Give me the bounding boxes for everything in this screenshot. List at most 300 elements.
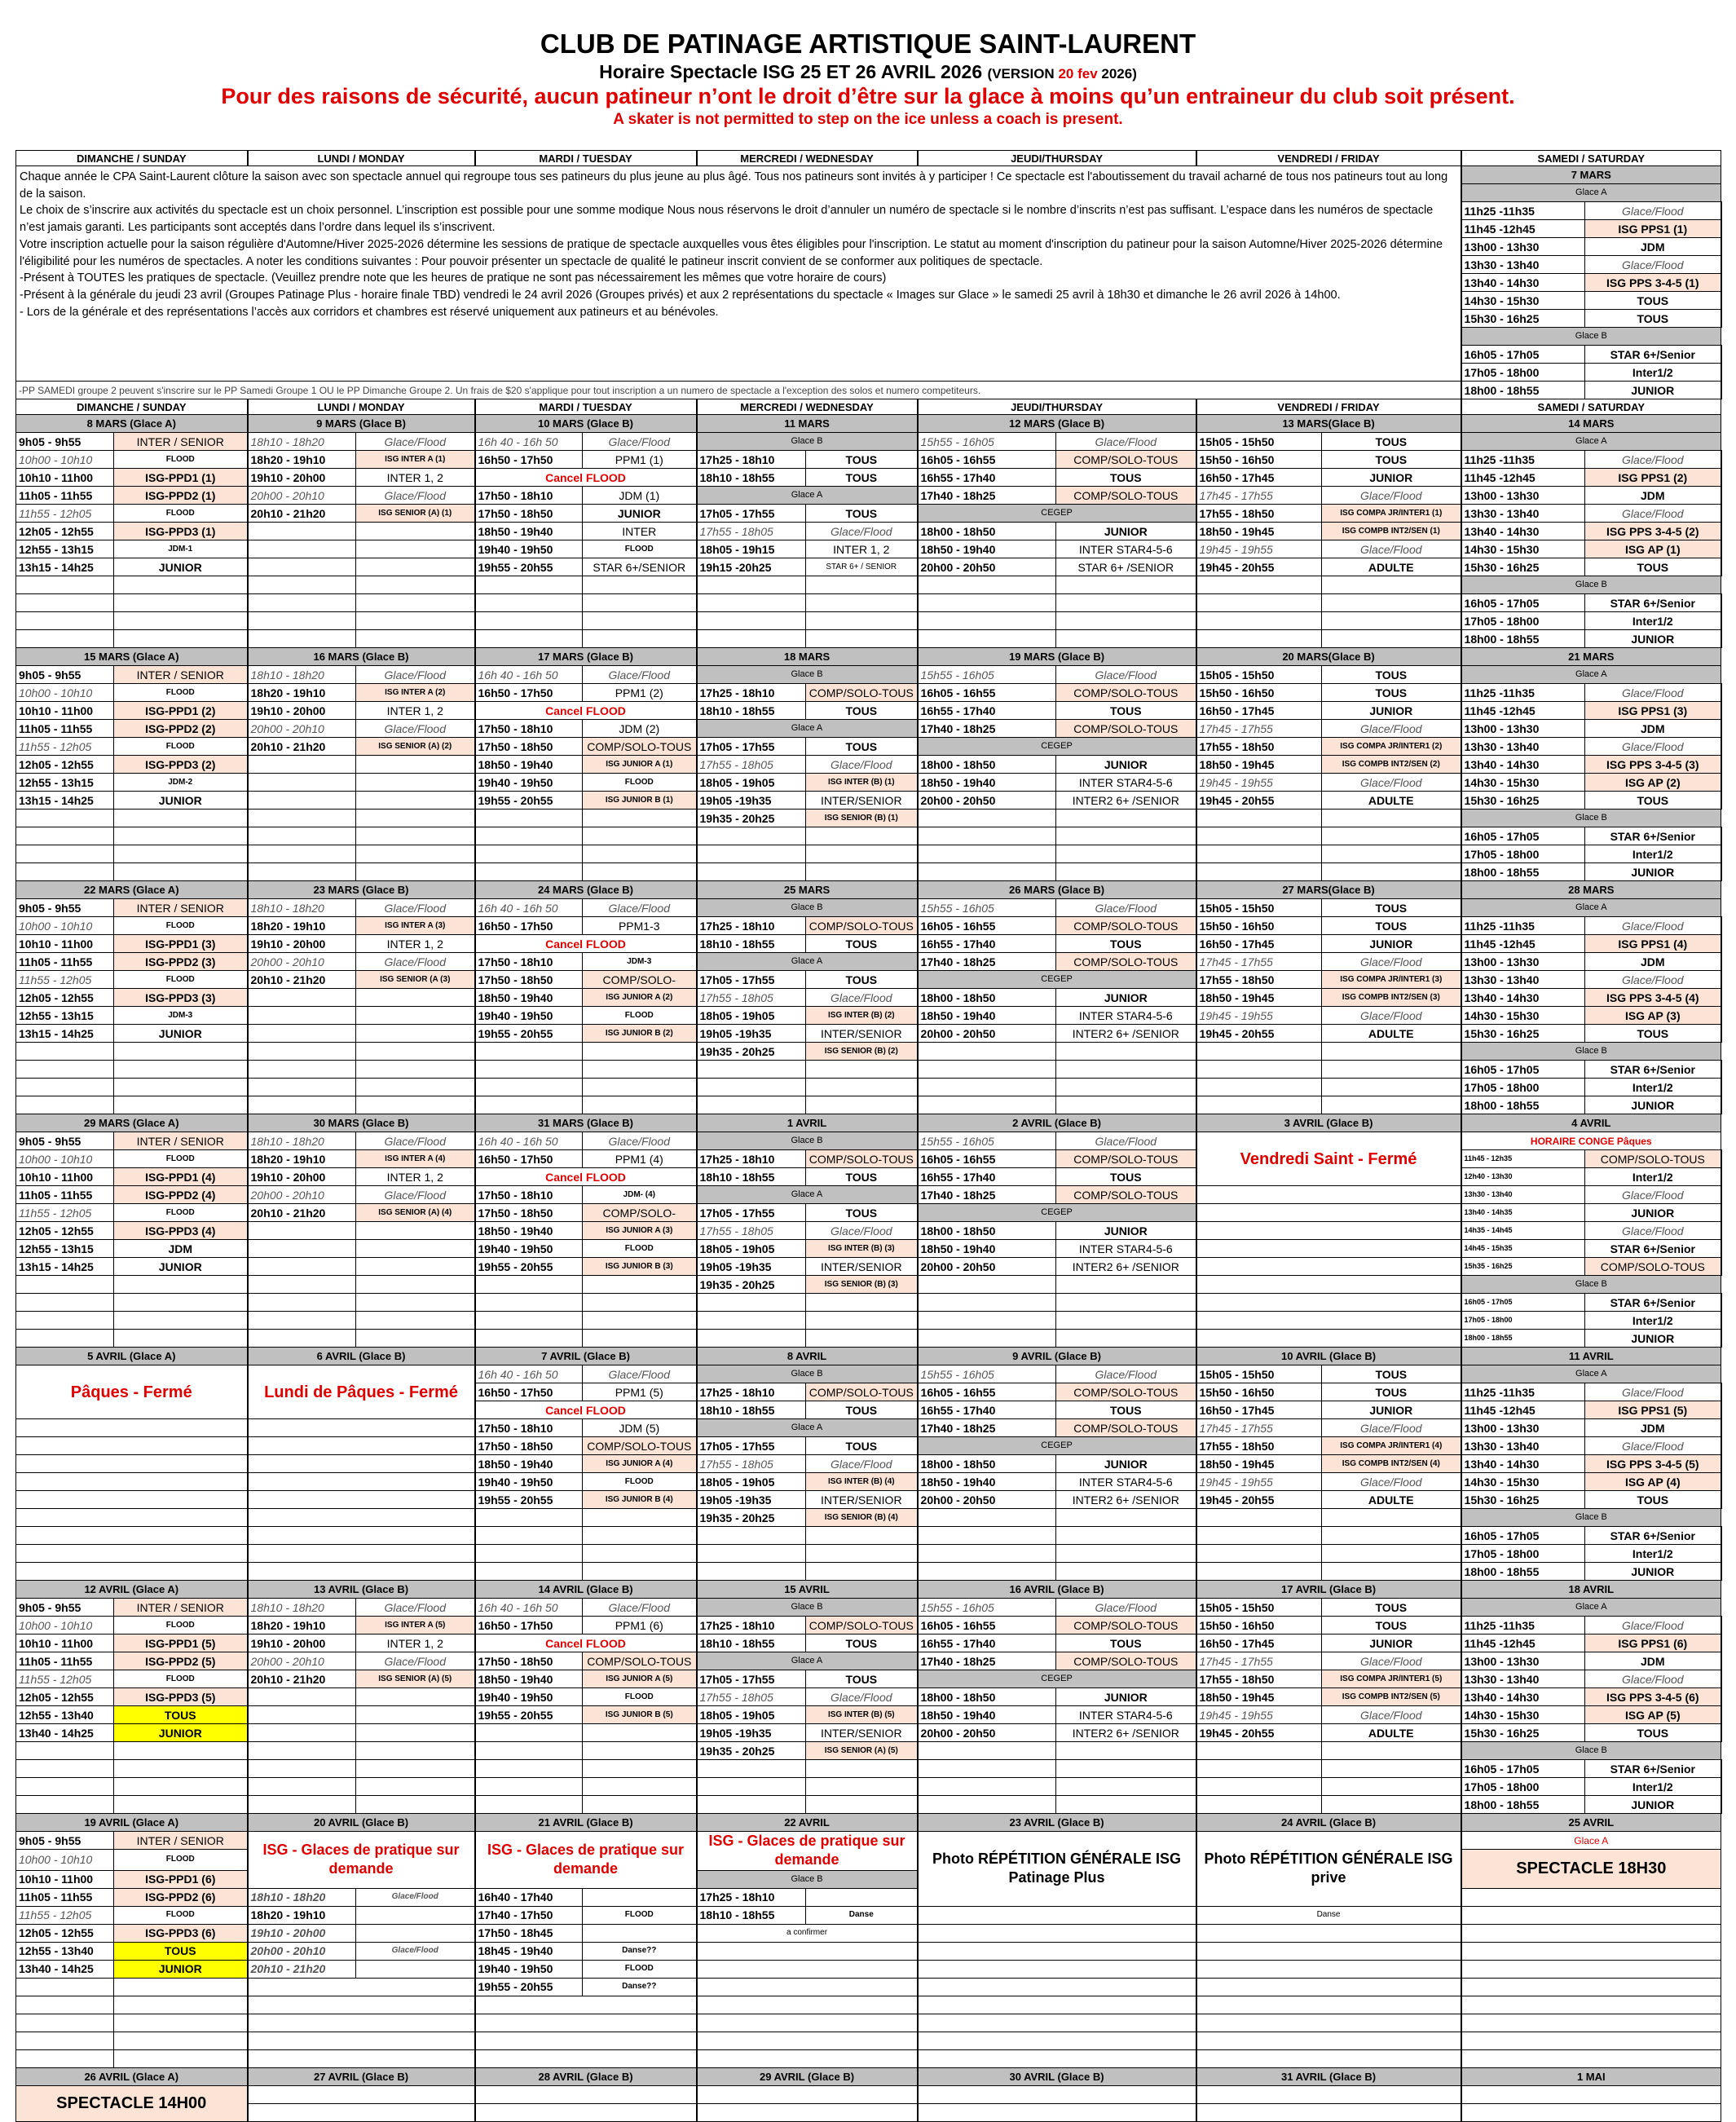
empty xyxy=(475,1079,583,1096)
activity: Glace/Flood xyxy=(806,523,918,540)
activity: ISG JUNIOR B (3) xyxy=(583,1258,697,1276)
glace-label: CEGEP xyxy=(918,1204,1196,1222)
activity: ISG PPS1 (5) xyxy=(1585,1401,1721,1419)
time-slot: 17h05 - 18h00 xyxy=(1461,1778,1585,1796)
activity: TOUS xyxy=(806,451,918,469)
activity: TOUS xyxy=(806,1670,918,1688)
time-slot: 16h50 - 17h45 xyxy=(1196,702,1322,720)
time-slot: 9h05 - 9h55 xyxy=(16,433,114,451)
empty xyxy=(114,2014,248,2032)
activity: JUNIOR xyxy=(114,1025,248,1043)
time-slot: 18h00 - 18h55 xyxy=(1461,630,1585,648)
date-header: 28 AVRIL (Glace B) xyxy=(475,2067,697,2085)
activity: TOUS xyxy=(1056,1635,1196,1652)
activity: Glace/Flood xyxy=(1322,953,1461,971)
empty xyxy=(1322,1742,1461,1760)
time-slot: 18h05 - 19h05 xyxy=(697,1706,806,1724)
empty xyxy=(114,612,248,630)
empty xyxy=(1056,1760,1196,1778)
empty xyxy=(697,1079,806,1096)
time-slot: 11h45 -12h45 xyxy=(1461,1635,1585,1652)
activity: INTER2 6+ /SENIOR xyxy=(1056,792,1196,810)
empty xyxy=(356,523,475,540)
date-header: 24 MARS (Glace B) xyxy=(475,881,697,899)
time-slot: 18h00 - 18h55 xyxy=(1461,1330,1585,1348)
empty xyxy=(114,1996,248,2014)
intro-paragraph: -Présent à TOUTES les pratiques de spectacle. (Veuillez prendre note que les heures de pratique ne sont pas nécessairement les mêmes que votre horaire de cours) xyxy=(20,271,887,285)
empty xyxy=(1461,2014,1721,2032)
empty xyxy=(475,1545,583,1563)
empty xyxy=(1056,1276,1196,1294)
time-slot: 12h40 - 13h30 xyxy=(1461,1168,1585,1186)
empty xyxy=(475,863,583,881)
activity: TOUS xyxy=(1585,292,1721,310)
empty xyxy=(475,1312,583,1330)
time-slot: 16h 40 - 16h 50 xyxy=(475,666,583,684)
time-slot: 12h05 - 12h55 xyxy=(16,989,114,1007)
week-date-row xyxy=(16,1814,1721,1832)
time-slot: 19h35 - 20h25 xyxy=(697,1509,806,1527)
glace-label: Glace A xyxy=(1461,666,1721,684)
date-header: 22 MARS (Glace A) xyxy=(16,881,248,899)
empty xyxy=(583,594,697,612)
time-slot: 14h30 - 15h30 xyxy=(1461,292,1585,310)
activity: INTER STAR4-5-6 xyxy=(1056,1007,1196,1025)
glace-label: Glace B xyxy=(697,1599,918,1617)
activity: JDM xyxy=(114,1240,248,1258)
date-header: 7 AVRIL (Glace B) xyxy=(475,1348,697,1365)
time-slot: 10h10 - 11h00 xyxy=(16,1870,114,1888)
isg-demand-notice: ISG - Glaces de pratique sur demande xyxy=(475,1832,697,1889)
activity: ISG COMPA JR/INTER1 (5) xyxy=(1322,1670,1461,1688)
closed-notice: Pâques - Fermé xyxy=(16,1365,248,1419)
empty xyxy=(248,1527,475,1545)
schedule-row xyxy=(16,1509,1721,1527)
time-slot: 16h40 - 17h40 xyxy=(475,1888,583,1906)
empty xyxy=(356,989,475,1007)
activity: ISG SENIOR (A) (4) xyxy=(356,1204,475,1222)
time-slot: 18h10 - 18h20 xyxy=(248,899,356,917)
time-slot: 13h15 - 14h25 xyxy=(16,1258,114,1276)
empty xyxy=(114,2032,248,2049)
time-slot: 17h50 - 18h10 xyxy=(475,487,583,505)
schedule-row xyxy=(16,863,1721,881)
empty xyxy=(248,1222,356,1240)
time-slot: 20h00 - 20h10 xyxy=(248,1652,356,1670)
time-slot: 19h45 - 20h55 xyxy=(1196,558,1322,576)
activity: JUNIOR xyxy=(1322,1635,1461,1652)
time-slot: 16h50 - 17h45 xyxy=(1196,469,1322,487)
empty xyxy=(1196,1760,1322,1778)
activity: Glace/Flood xyxy=(356,1942,475,1960)
activity xyxy=(356,1960,475,1978)
empty xyxy=(697,1330,806,1348)
activity: Glace/Flood xyxy=(806,1688,918,1706)
empty xyxy=(114,1796,248,1814)
date-header: 30 AVRIL (Glace B) xyxy=(918,2067,1196,2085)
empty xyxy=(1056,1563,1196,1581)
activity: FLOOD xyxy=(114,1906,248,1924)
time-slot: 18h10 - 18h55 xyxy=(697,1401,806,1419)
activity: Glace/Flood xyxy=(583,899,697,917)
empty xyxy=(918,2085,1196,2103)
time-slot: 18h50 - 19h45 xyxy=(1196,756,1322,774)
time-slot: 16h05 - 16h55 xyxy=(918,917,1056,935)
activity: INTER2 6+ /SENIOR xyxy=(1056,1258,1196,1276)
empty xyxy=(475,1294,583,1312)
schedule-row xyxy=(16,630,1721,648)
empty xyxy=(806,863,918,881)
time-slot: 19h10 - 20h00 xyxy=(248,469,356,487)
time-slot: 19h45 - 19h55 xyxy=(1196,540,1322,558)
activity: PPM1-3 xyxy=(583,917,697,935)
date-header: 6 AVRIL (Glace B) xyxy=(248,1348,475,1365)
time-slot: 15h05 - 15h50 xyxy=(1196,1599,1322,1617)
schedule-row xyxy=(16,1924,1721,1942)
activity: ISG JUNIOR A (2) xyxy=(583,989,697,1007)
cancel-flood: Cancel FLOOD xyxy=(475,469,697,487)
schedule-row xyxy=(16,1527,1721,1545)
schedule-row xyxy=(16,1258,1721,1276)
empty xyxy=(806,1760,918,1778)
time-slot: 20h10 - 21h20 xyxy=(248,971,356,989)
empty xyxy=(1196,576,1322,594)
time-slot: 18h00 - 18h50 xyxy=(918,989,1056,1007)
week-date-row xyxy=(16,415,1721,433)
activity: COMP/SOLO-TOUS xyxy=(1056,1652,1196,1670)
time-slot: 13h30 - 13h40 xyxy=(1461,256,1585,274)
day-header: LUNDI / MONDAY xyxy=(248,151,475,166)
time-slot: 18h05 - 19h05 xyxy=(697,1007,806,1025)
schedule-row xyxy=(16,935,1721,953)
activity: JDM- (4) xyxy=(583,1186,697,1204)
date-header: 21 AVRIL (Glace B) xyxy=(475,1814,697,1832)
time-slot: 13h15 - 14h25 xyxy=(16,792,114,810)
activity: ISG PPS1 (3) xyxy=(1585,702,1721,720)
activity: ISG INTER A (5) xyxy=(356,1617,475,1635)
time-slot: 18h10 - 18h20 xyxy=(248,1888,356,1906)
activity: TOUS xyxy=(1322,1365,1461,1383)
activity: ISG PPS1 (2) xyxy=(1585,469,1721,487)
schedule-row xyxy=(16,989,1721,1007)
empty xyxy=(248,1473,475,1491)
date-header: 10 MARS (Glace B) xyxy=(475,415,697,433)
empty xyxy=(1056,845,1196,863)
activity: Glace/Flood xyxy=(1322,1473,1461,1491)
activity xyxy=(356,1906,475,1924)
time-slot: 16h50 - 17h45 xyxy=(1196,935,1322,953)
activity: FLOOD xyxy=(114,451,248,469)
empty xyxy=(918,594,1056,612)
activity: ISG-PPD1 (5) xyxy=(114,1635,248,1652)
activity: COMP/SOLO-TOUS xyxy=(1056,917,1196,935)
activity: STAR 6+/Senior xyxy=(1585,594,1721,612)
time-slot: 13h15 - 14h25 xyxy=(16,558,114,576)
time-slot: 17h45 - 17h55 xyxy=(1196,1419,1322,1437)
time-slot: 19h35 - 20h25 xyxy=(697,1276,806,1294)
activity: INTER2 6+ /SENIOR xyxy=(1056,1025,1196,1043)
activity: Glace/Flood xyxy=(356,487,475,505)
intro-row xyxy=(16,382,1721,399)
activity: Glace/Flood xyxy=(356,720,475,738)
activity: ISG-PPD3 (4) xyxy=(114,1222,248,1240)
schedule-row xyxy=(16,666,1721,684)
date-header: 23 MARS (Glace B) xyxy=(248,881,475,899)
time-slot: 11h25 -11h35 xyxy=(1461,451,1585,469)
week-date-row xyxy=(16,1348,1721,1365)
empty xyxy=(356,827,475,845)
activity: INTER/SENIOR xyxy=(806,1724,918,1742)
empty xyxy=(475,1796,583,1814)
empty xyxy=(1322,1545,1461,1563)
time-slot: 18h50 - 19h40 xyxy=(475,1670,583,1688)
empty xyxy=(356,1096,475,1114)
empty xyxy=(475,2085,697,2103)
time-slot: 16h50 - 17h50 xyxy=(475,1617,583,1635)
empty xyxy=(248,1007,356,1025)
time-slot: 18h50 - 19h45 xyxy=(1196,989,1322,1007)
time-slot: 16h 40 - 16h 50 xyxy=(475,1132,583,1150)
activity: Glace/Flood xyxy=(356,1652,475,1670)
activity: Glace/Flood xyxy=(1322,1419,1461,1437)
schedule-row xyxy=(16,899,1721,917)
empty xyxy=(1196,1545,1322,1563)
empty xyxy=(356,630,475,648)
time-slot: 18h00 - 18h55 xyxy=(1461,1796,1585,1814)
activity: JUNIOR xyxy=(1585,863,1721,881)
time-slot: 18h10 - 18h55 xyxy=(697,469,806,487)
activity: TOUS xyxy=(806,971,918,989)
empty xyxy=(16,1096,114,1114)
time-slot: 19h45 - 19h55 xyxy=(1196,1706,1322,1724)
empty xyxy=(16,2049,114,2067)
empty xyxy=(1322,845,1461,863)
empty xyxy=(16,1330,114,1348)
empty xyxy=(16,1509,248,1527)
empty xyxy=(1056,612,1196,630)
conge-label: HORAIRE CONGE Pâques xyxy=(1461,1132,1721,1150)
time-slot: 18h50 - 19h45 xyxy=(1196,1688,1322,1706)
time-slot: 19h40 - 19h50 xyxy=(475,540,583,558)
date-header: 1 AVRIL xyxy=(697,1114,918,1132)
empty xyxy=(1461,2049,1721,2067)
time-slot: 19h55 - 20h55 xyxy=(475,1025,583,1043)
time-slot: 13h00 - 13h30 xyxy=(1461,720,1585,738)
empty xyxy=(1196,1186,1461,1204)
time-slot: 18h10 - 18h55 xyxy=(697,1168,806,1186)
activity: FLOOD xyxy=(583,774,697,792)
activity: ISG PPS 3-4-5 (1) xyxy=(1585,274,1721,292)
empty xyxy=(248,1778,356,1796)
activity: ISG SENIOR (A) (1) xyxy=(356,505,475,523)
schedule-row xyxy=(16,1491,1721,1509)
time-slot: 15h05 - 15h50 xyxy=(1196,433,1322,451)
activity: COMP/SOLO-TOUS xyxy=(1056,684,1196,702)
empty xyxy=(697,2103,918,2121)
time-slot: 12h55 - 13h15 xyxy=(16,774,114,792)
time-slot: 9h05 - 9h55 xyxy=(16,899,114,917)
empty xyxy=(583,1061,697,1079)
time-slot: 19h05 -19h35 xyxy=(697,1491,806,1509)
time-slot: 18h50 - 19h40 xyxy=(918,1473,1056,1491)
activity: ISG AP (1) xyxy=(1585,540,1721,558)
final-row xyxy=(16,2085,1721,2103)
empty xyxy=(583,1079,697,1096)
date-header: 5 AVRIL (Glace A) xyxy=(16,1348,248,1365)
activity: ISG-PPD2 (6) xyxy=(114,1888,248,1906)
empty xyxy=(475,1509,583,1527)
time-slot: 15h50 - 16h50 xyxy=(1196,1383,1322,1401)
activity: JDM-3 xyxy=(114,1007,248,1025)
schedule-row xyxy=(16,1312,1721,1330)
activity: ISG COMPB INT2/SEN (3) xyxy=(1322,989,1461,1007)
time-slot: 20h10 - 21h20 xyxy=(248,1204,356,1222)
activity: INTER / SENIOR xyxy=(114,1132,248,1150)
activity: Glace/Flood xyxy=(1585,738,1721,756)
glace-label: CEGEP xyxy=(918,971,1196,989)
empty xyxy=(1196,1527,1322,1545)
time-slot: 19h05 -19h35 xyxy=(697,1025,806,1043)
empty xyxy=(806,594,918,612)
schedule-row xyxy=(16,1455,1721,1473)
time-slot: 17h50 - 18h10 xyxy=(475,1419,583,1437)
empty xyxy=(356,1258,475,1276)
empty xyxy=(356,594,475,612)
time-slot: 19h55 - 20h55 xyxy=(475,1258,583,1276)
time-slot: 13h30 - 13h40 xyxy=(1461,1437,1585,1455)
empty xyxy=(1461,2103,1721,2121)
empty xyxy=(248,1996,475,2014)
time-slot: 19h40 - 19h50 xyxy=(475,1473,583,1491)
empty xyxy=(475,612,583,630)
glace-label: Glace B xyxy=(697,666,918,684)
activity: Inter1/2 xyxy=(1585,1168,1721,1186)
activity: JUNIOR xyxy=(114,1258,248,1276)
empty xyxy=(1196,1960,1461,1978)
schedule-row xyxy=(16,953,1721,971)
time-slot: 17h40 - 17h50 xyxy=(475,1906,583,1924)
time-slot: 15h35 - 16h25 xyxy=(1461,1258,1585,1276)
schedule-row xyxy=(16,1996,1721,2014)
empty xyxy=(248,1545,475,1563)
activity: Glace/Flood xyxy=(1322,1706,1461,1724)
time-slot: 11h45 -12h45 xyxy=(1461,702,1585,720)
intro-paragraph: Le choix de s’inscrire aux activités du spectacle est un choix personnel. L’inscription est possible pour une somme modique Nous nous réservons le droit d’annuler un numéro de spectacle si le nombre d’inscrits n’est pas suffisant. L’espace dans les numéros de spectacle n’est jamais garanti. Les participants sont acceptés dans l’ordre dans lequel ils s’inscrivent. xyxy=(20,204,1434,235)
time-slot: 20h10 - 21h20 xyxy=(248,1670,356,1688)
time-slot: 19h40 - 19h50 xyxy=(475,774,583,792)
empty xyxy=(1056,1778,1196,1796)
time-slot: 19h45 - 19h55 xyxy=(1196,1007,1322,1025)
schedule-row xyxy=(16,1186,1721,1204)
empty xyxy=(918,2049,1196,2067)
empty xyxy=(356,1222,475,1240)
empty xyxy=(583,1724,697,1742)
empty xyxy=(16,1473,248,1491)
empty xyxy=(248,756,356,774)
time-slot: 18h50 - 19h40 xyxy=(475,989,583,1007)
time-slot: 17h55 - 18h50 xyxy=(1196,738,1322,756)
empty xyxy=(248,2014,475,2032)
empty xyxy=(475,1724,583,1742)
time-slot: 17h40 - 18h25 xyxy=(918,487,1056,505)
activity: FLOOD xyxy=(114,1150,248,1168)
empty xyxy=(1461,1978,1721,1996)
time-slot: 20h00 - 20h50 xyxy=(918,1724,1056,1742)
glace-label: Glace B xyxy=(697,899,918,917)
schedule-row xyxy=(16,1670,1721,1688)
empty xyxy=(1196,845,1322,863)
empty xyxy=(114,1294,248,1312)
activity: INTER2 6+ /SENIOR xyxy=(1056,1724,1196,1742)
time-slot: 12h55 - 13h15 xyxy=(16,540,114,558)
day-header: JEUDI/THURSDAY xyxy=(918,399,1196,415)
empty xyxy=(918,827,1056,845)
empty xyxy=(697,1778,806,1796)
schedule-row xyxy=(16,1043,1721,1061)
activity: Glace/Flood xyxy=(356,1888,475,1906)
empty xyxy=(918,1760,1056,1778)
empty xyxy=(806,1796,918,1814)
activity: FLOOD xyxy=(114,1850,248,1871)
activity: Glace/Flood xyxy=(356,1599,475,1617)
activity: Danse xyxy=(806,1906,918,1924)
activity: JDM-3 xyxy=(583,953,697,971)
time-slot: 17h05 - 17h55 xyxy=(697,971,806,989)
time-slot: 16h55 - 17h40 xyxy=(918,1401,1056,1419)
activity: TOUS xyxy=(806,1635,918,1652)
activity: Glace/Flood xyxy=(583,1599,697,1617)
empty xyxy=(1056,576,1196,594)
activity: ISG PPS1 (1) xyxy=(1585,220,1721,238)
date-header: 12 AVRIL (Glace A) xyxy=(16,1581,248,1599)
time-slot: 16h50 - 17h50 xyxy=(475,1150,583,1168)
time-slot: 17h40 - 18h25 xyxy=(918,1186,1056,1204)
empty xyxy=(248,523,356,540)
empty xyxy=(16,1491,248,1509)
time-slot: 18h10 - 18h55 xyxy=(697,702,806,720)
date-header: 18 MARS xyxy=(697,648,918,666)
empty xyxy=(1196,1079,1322,1096)
activity: JUNIOR xyxy=(1322,469,1461,487)
time-slot: 18h50 - 19h40 xyxy=(918,1240,1056,1258)
time-slot: 17h55 - 18h50 xyxy=(1196,505,1322,523)
empty xyxy=(16,1079,114,1096)
empty xyxy=(697,1061,806,1079)
activity: Glace/Flood xyxy=(1585,1617,1721,1635)
time-slot: 17h25 - 18h10 xyxy=(697,684,806,702)
activity: INTER STAR4-5-6 xyxy=(1056,1240,1196,1258)
activity: Danse?? xyxy=(583,1942,697,1960)
activity: ISG AP (2) xyxy=(1585,774,1721,792)
time-slot: 11h55 - 12h05 xyxy=(16,1204,114,1222)
time-slot: 16h05 - 16h55 xyxy=(918,684,1056,702)
time-slot: 18h10 - 18h55 xyxy=(697,1906,806,1924)
time-slot: 17h50 - 18h10 xyxy=(475,1186,583,1204)
activity: Glace/Flood xyxy=(1585,1186,1721,1204)
schedule-row xyxy=(16,469,1721,487)
time-slot: 10h00 - 10h10 xyxy=(16,1850,114,1871)
time-slot: 16h50 - 17h50 xyxy=(475,451,583,469)
schedule-row xyxy=(16,2049,1721,2067)
time-slot: 18h45 - 19h40 xyxy=(475,1942,583,1960)
time-slot: 16h05 - 17h05 xyxy=(1461,1294,1585,1312)
empty xyxy=(697,576,806,594)
date-header: 24 AVRIL (Glace B) xyxy=(1196,1814,1461,1832)
activity: JDM xyxy=(1585,1419,1721,1437)
empty xyxy=(16,1276,114,1294)
time-slot: 17h50 - 18h10 xyxy=(475,720,583,738)
empty xyxy=(356,1061,475,1079)
